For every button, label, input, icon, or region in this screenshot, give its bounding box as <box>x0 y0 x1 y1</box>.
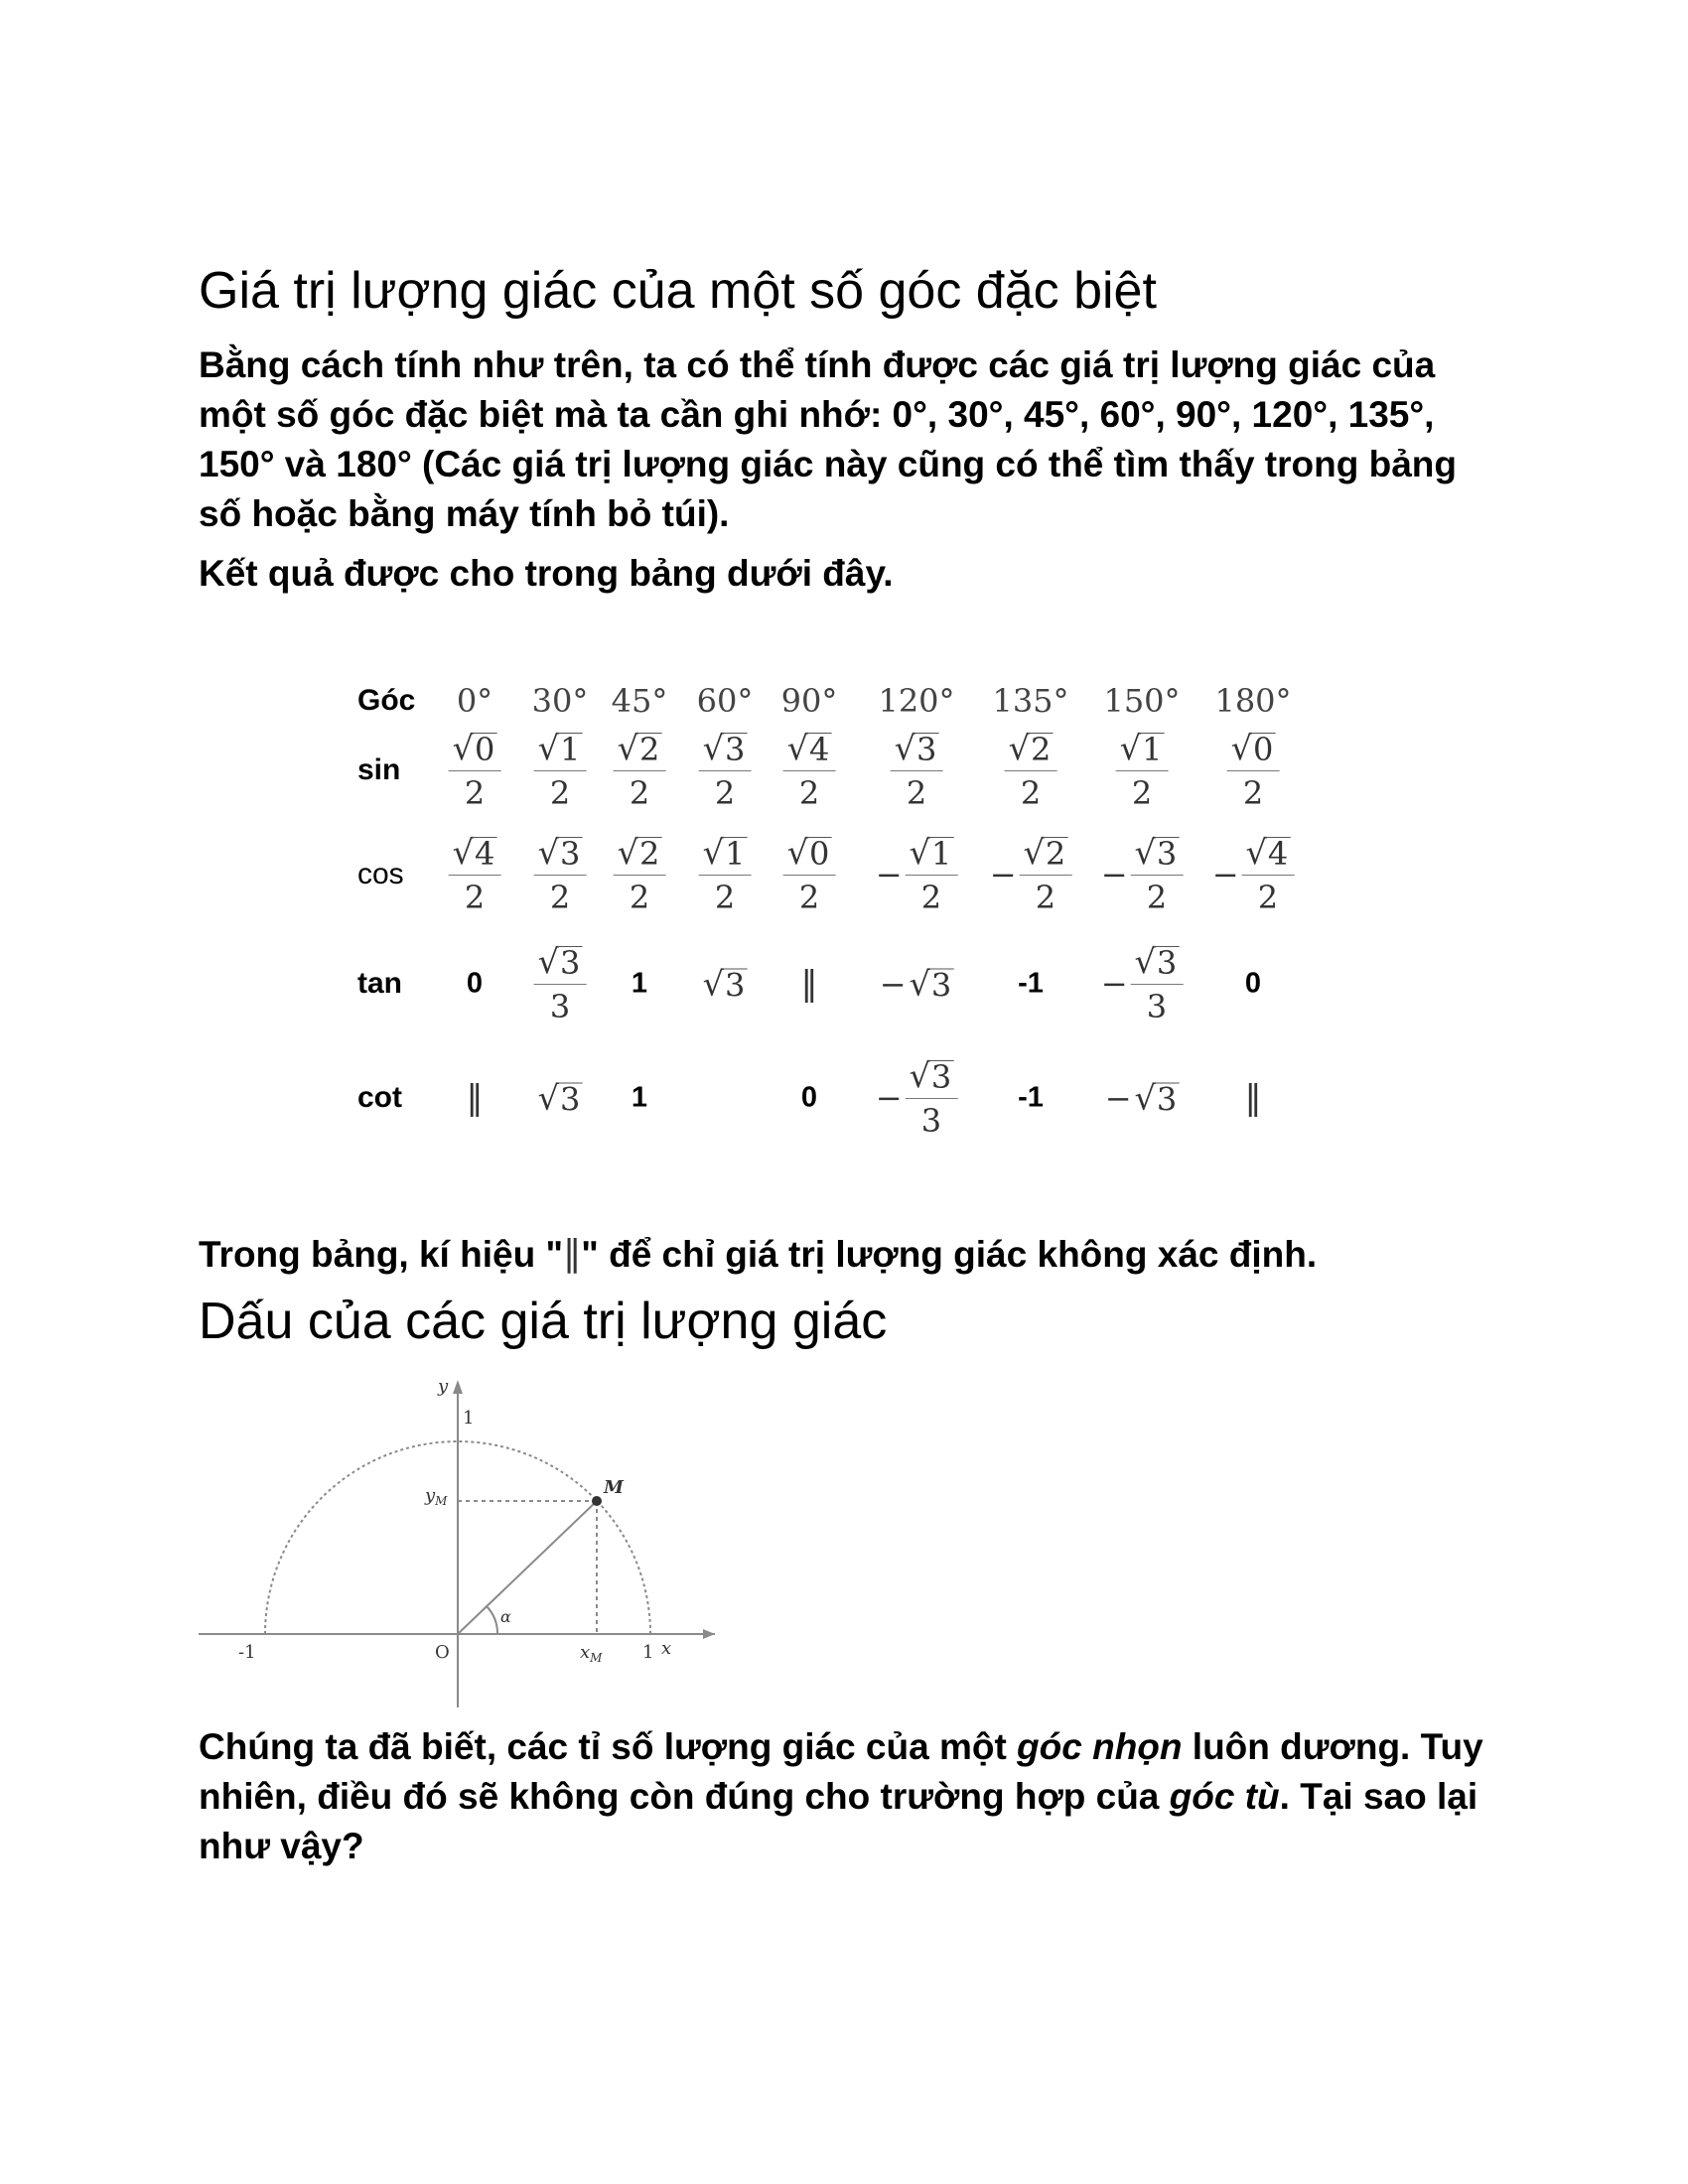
radicand: 1 <box>560 731 581 769</box>
y-one-label: 1 <box>463 1408 475 1429</box>
fraction-numerator <box>1242 833 1295 876</box>
table-cell <box>1227 729 1280 812</box>
table-cell <box>538 1079 583 1118</box>
angle-cell: 45° <box>611 682 668 720</box>
fraction-numerator <box>1005 729 1057 771</box>
intro-paragraph: Bằng cách tính như trên, ta có thể tính được các giá trị lượng giác của một số góc đặc biệt mà ta cần ghi nhớ: 0°, 30°, 45°, 60°, 90°, 120°, 135°, 150° và 180° (Các giá trị lượng giác này cũng có thể tìm thấy trong bảng số hoặc bằng máy tính bỏ túi). <box>199 344 1457 534</box>
table-cell <box>1245 1078 1262 1118</box>
table-cell <box>534 942 587 1025</box>
fraction <box>1227 729 1280 812</box>
angle-cell: 0° <box>456 682 493 720</box>
sqrt-icon: √ <box>537 833 560 872</box>
table-cell: -1 <box>1018 1081 1044 1114</box>
minus-sign: − <box>1100 965 1128 1003</box>
fraction-denominator: 2 <box>714 774 736 812</box>
fraction <box>449 729 501 812</box>
fraction <box>1131 833 1184 916</box>
radicand: 3 <box>560 1080 581 1119</box>
sqrt-icon: √ <box>1023 833 1045 872</box>
sqrt-expression <box>538 729 583 767</box>
fraction-numerator <box>534 729 587 771</box>
fraction <box>449 833 501 916</box>
sqrt-icon: √ <box>617 833 639 872</box>
fraction-denominator: 2 <box>549 879 571 916</box>
sqrt-expression <box>538 833 583 872</box>
radicand: 0 <box>1253 731 1274 769</box>
table-cell <box>783 833 836 916</box>
fraction-denominator: 2 <box>1146 879 1168 916</box>
table-row-cot <box>338 1038 1350 1158</box>
table-cell <box>614 833 666 916</box>
trig-values-table <box>338 681 1350 1158</box>
radicand: 3 <box>1156 835 1178 874</box>
origin-label: O <box>435 1642 450 1663</box>
section-title-signs: Dấu của các giá trị lượng giác <box>199 1293 888 1350</box>
fraction-denominator: 2 <box>798 879 820 916</box>
sqrt-expression <box>1246 833 1291 872</box>
sqrt-icon: √ <box>1008 729 1031 767</box>
minus-sign: − <box>879 965 907 1003</box>
row-label-cot: cot <box>357 1081 402 1114</box>
sqrt-expression <box>1024 833 1068 872</box>
radicand: 3 <box>1156 944 1178 983</box>
sqrt-expression <box>538 1079 583 1118</box>
minus-sign: − <box>1211 856 1239 893</box>
sqrt-icon: √ <box>537 729 560 767</box>
fraction-numerator <box>906 1056 958 1099</box>
table-cell: -1 <box>1018 967 1044 1000</box>
fraction-denominator: 2 <box>464 879 486 916</box>
row-label-cos: cos <box>357 858 404 890</box>
angle-cell: 135° <box>992 682 1069 720</box>
point-m-dot <box>592 1496 602 1506</box>
signs-text-1: Chúng ta đã biết, các tỉ số lượng giác của một <box>199 1726 1018 1767</box>
fraction <box>699 729 752 812</box>
sqrt-expression <box>910 965 954 1004</box>
radicand: 2 <box>639 835 660 874</box>
sqrt-icon: √ <box>537 942 560 981</box>
table-cell <box>1212 833 1295 916</box>
table-cell: 0 <box>800 1081 818 1114</box>
sqrt-icon: √ <box>909 833 930 872</box>
undefined-symbol-note <box>199 1229 1509 1280</box>
fraction <box>1116 729 1169 812</box>
radicand: 2 <box>639 731 660 769</box>
sqrt-expression <box>703 965 748 1004</box>
undefined-symbol: || <box>1244 1078 1256 1118</box>
table-row-cos <box>338 820 1350 929</box>
sqrt-expression <box>703 833 748 872</box>
radicand: 3 <box>560 835 581 874</box>
sqrt-expression <box>1231 729 1276 767</box>
sqrt-icon: √ <box>452 729 475 767</box>
fraction-numerator <box>699 833 752 876</box>
sqrt-icon: √ <box>1134 942 1156 981</box>
alpha-label: α <box>500 1607 511 1626</box>
fraction-numerator <box>1116 729 1169 771</box>
sqrt-icon: √ <box>702 833 725 872</box>
sqrt-expression <box>618 833 662 872</box>
x-one-label: 1 <box>642 1642 654 1663</box>
alpha-arc <box>487 1606 497 1634</box>
radicand: 1 <box>930 835 952 874</box>
radicand: 0 <box>475 731 495 769</box>
fraction-denominator: 2 <box>1242 774 1264 812</box>
table-cell <box>880 965 954 1004</box>
fraction <box>534 833 587 916</box>
radicand: 3 <box>930 1058 952 1097</box>
fraction-numerator <box>1131 833 1184 876</box>
note-prefix: Trong bảng, kí hiệu " <box>199 1234 564 1275</box>
sqrt-expression <box>453 833 497 872</box>
fraction <box>699 833 752 916</box>
y-axis-arrow-icon <box>453 1380 463 1394</box>
fraction-denominator: 2 <box>798 774 820 812</box>
acute-angle-term: góc nhọn <box>1017 1726 1183 1767</box>
sqrt-icon: √ <box>1134 1078 1156 1118</box>
fraction-denominator: 2 <box>906 774 927 812</box>
radicand: 1 <box>725 835 746 874</box>
fraction-denominator: 2 <box>1131 774 1153 812</box>
fraction <box>534 729 587 812</box>
signs-paragraph <box>199 1722 1509 1871</box>
table-cell <box>699 833 752 916</box>
fraction-numerator <box>783 729 836 771</box>
sqrt-expression <box>453 729 497 767</box>
minus-sign: − <box>989 856 1017 893</box>
sqrt-icon: √ <box>786 729 809 767</box>
table-cell <box>1005 729 1057 812</box>
sqrt-expression <box>1009 729 1054 767</box>
radicand: 4 <box>809 731 830 769</box>
minus-sign: − <box>875 856 903 893</box>
sqrt-expression <box>910 833 954 872</box>
radicand: 3 <box>1156 1080 1178 1119</box>
fraction <box>1242 833 1295 916</box>
fraction-denominator: 2 <box>1035 879 1056 916</box>
sqrt-icon: √ <box>909 964 930 1004</box>
table-cell: 0 <box>466 967 484 1000</box>
angle-cell: 120° <box>878 682 955 720</box>
table-header-row <box>338 681 1350 721</box>
fraction-denominator: 2 <box>629 879 650 916</box>
angle-cell: 60° <box>696 682 754 720</box>
table-row-tan <box>338 929 1350 1038</box>
note-suffix: " để chỉ giá trị lượng giác không xác định. <box>581 1234 1318 1275</box>
fraction-numerator <box>1020 833 1072 876</box>
table-cell <box>876 833 958 916</box>
radicand: 3 <box>930 966 952 1005</box>
row-label-sin: sin <box>357 753 401 786</box>
radicand: 3 <box>725 731 746 769</box>
table-cell <box>614 729 666 812</box>
fraction-denominator: 2 <box>1020 774 1042 812</box>
radicand: 3 <box>916 731 937 769</box>
angle-cell: 30° <box>531 682 589 720</box>
table-cell <box>449 729 501 812</box>
point-m-label: M <box>604 1477 624 1498</box>
fraction-numerator <box>614 833 666 876</box>
fraction-numerator <box>783 833 836 876</box>
table-cell <box>1116 729 1169 812</box>
fraction-denominator: 2 <box>464 774 486 812</box>
sqrt-icon: √ <box>452 833 475 872</box>
table-cell <box>1101 942 1184 1025</box>
minus-sign: − <box>1104 1079 1132 1117</box>
minus-sign: − <box>875 1079 903 1117</box>
sqrt-expression <box>703 729 748 767</box>
minus-one-label: -1 <box>238 1642 256 1663</box>
sqrt-icon: √ <box>702 729 725 767</box>
fraction <box>534 942 587 1025</box>
table-cell <box>891 729 943 812</box>
fraction-denominator: 3 <box>549 988 571 1025</box>
fraction-numerator <box>449 729 501 771</box>
fraction <box>906 1056 958 1140</box>
sqrt-expression <box>895 729 939 767</box>
table-cell <box>534 729 587 812</box>
radicand: 2 <box>1031 731 1052 769</box>
fraction <box>1005 729 1057 812</box>
fraction <box>1131 942 1184 1025</box>
row-label-tan: tan <box>357 967 402 1000</box>
sqrt-icon: √ <box>786 833 809 872</box>
table-cell <box>876 1056 958 1140</box>
sqrt-expression <box>1135 942 1180 981</box>
radicand: 4 <box>475 835 495 874</box>
fraction <box>614 833 666 916</box>
signs-text-3: . Tại sao lại như vậy? <box>199 1776 1478 1866</box>
table-cell <box>1105 1079 1180 1118</box>
fraction <box>906 833 958 916</box>
radicand: 3 <box>560 944 581 983</box>
signs-text-2: luôn dương. Tuy nhiên, điều đó sẽ không còn đúng cho trường hợp của <box>199 1726 1483 1817</box>
fraction-denominator: 3 <box>920 1102 942 1140</box>
sqrt-icon: √ <box>617 729 639 767</box>
fraction-numerator <box>1227 729 1280 771</box>
table-cell <box>783 729 836 812</box>
undefined-symbol: || <box>800 964 812 1004</box>
radicand: 3 <box>725 966 746 1005</box>
fraction-denominator: 2 <box>920 879 942 916</box>
angle-cell: 90° <box>780 682 838 720</box>
table-cell <box>534 833 587 916</box>
undefined-symbol: || <box>466 1078 478 1118</box>
angle-cell: 150° <box>1103 682 1181 720</box>
angle-header-label: Góc <box>357 684 416 717</box>
table-cell: 0 <box>1244 967 1262 1000</box>
fraction-numerator <box>534 833 587 876</box>
fraction-numerator <box>891 729 943 771</box>
fraction-numerator <box>906 833 958 876</box>
angle-cell: 180° <box>1214 682 1292 720</box>
fraction <box>891 729 943 812</box>
sqrt-icon: √ <box>1119 729 1142 767</box>
fraction-numerator <box>614 729 666 771</box>
obtuse-angle-term: góc tù <box>1169 1776 1280 1817</box>
table-cell <box>1101 833 1184 916</box>
sqrt-expression <box>787 729 832 767</box>
sqrt-icon: √ <box>1134 833 1156 872</box>
fraction-numerator <box>449 833 501 876</box>
radicand: 0 <box>809 835 830 874</box>
sqrt-expression <box>1120 729 1165 767</box>
sqrt-icon: √ <box>894 729 916 767</box>
y-axis-label: y <box>438 1376 449 1397</box>
fraction-numerator <box>1131 942 1184 985</box>
sqrt-icon: √ <box>702 964 725 1004</box>
sqrt-expression <box>618 729 662 767</box>
fraction-denominator: 2 <box>549 774 571 812</box>
table-cell <box>467 1078 484 1118</box>
fraction-denominator: 2 <box>629 774 650 812</box>
table-cell <box>703 965 748 1004</box>
table-cell <box>449 833 501 916</box>
radicand: 4 <box>1267 835 1289 874</box>
x-axis-label: x <box>661 1638 672 1659</box>
sqrt-expression <box>1135 1079 1180 1118</box>
table-cell <box>801 964 818 1004</box>
sqrt-expression <box>787 833 832 872</box>
fraction-numerator <box>534 942 587 985</box>
table-cell <box>990 833 1072 916</box>
xm-label: $x_M$ <box>580 1642 603 1665</box>
result-line: Kết quả được cho trong bảng dưới đây. <box>199 553 894 594</box>
fraction-denominator: 2 <box>1257 879 1279 916</box>
unit-circle-diagram <box>199 1370 755 1717</box>
sqrt-icon: √ <box>909 1056 930 1095</box>
table-cell: 1 <box>631 1081 648 1114</box>
radius-om <box>458 1501 597 1634</box>
fraction-denominator: 2 <box>714 879 736 916</box>
fraction <box>783 833 836 916</box>
ym-label: $y_M$ <box>425 1485 448 1508</box>
table-row-sin <box>338 721 1350 820</box>
radicand: 2 <box>1045 835 1066 874</box>
x-axis-arrow-icon <box>703 1629 715 1639</box>
sqrt-icon: √ <box>1230 729 1253 767</box>
fraction <box>614 729 666 812</box>
fraction-denominator: 3 <box>1146 988 1168 1025</box>
table-cell <box>699 729 752 812</box>
minus-sign: − <box>1100 856 1128 893</box>
fraction <box>783 729 836 812</box>
sqrt-expression <box>1135 833 1180 872</box>
sqrt-expression <box>910 1056 954 1095</box>
radicand: 1 <box>1142 731 1163 769</box>
fraction-numerator <box>699 729 752 771</box>
sqrt-icon: √ <box>1245 833 1267 872</box>
sqrt-expression <box>538 942 583 981</box>
section-title-special-angles: Giá trị lượng giác của một số góc đặc biệt <box>199 262 1157 320</box>
undefined-symbol: || <box>563 1233 576 1274</box>
table-cell: 1 <box>631 967 648 1000</box>
fraction <box>1020 833 1072 916</box>
sqrt-icon: √ <box>537 1078 560 1118</box>
